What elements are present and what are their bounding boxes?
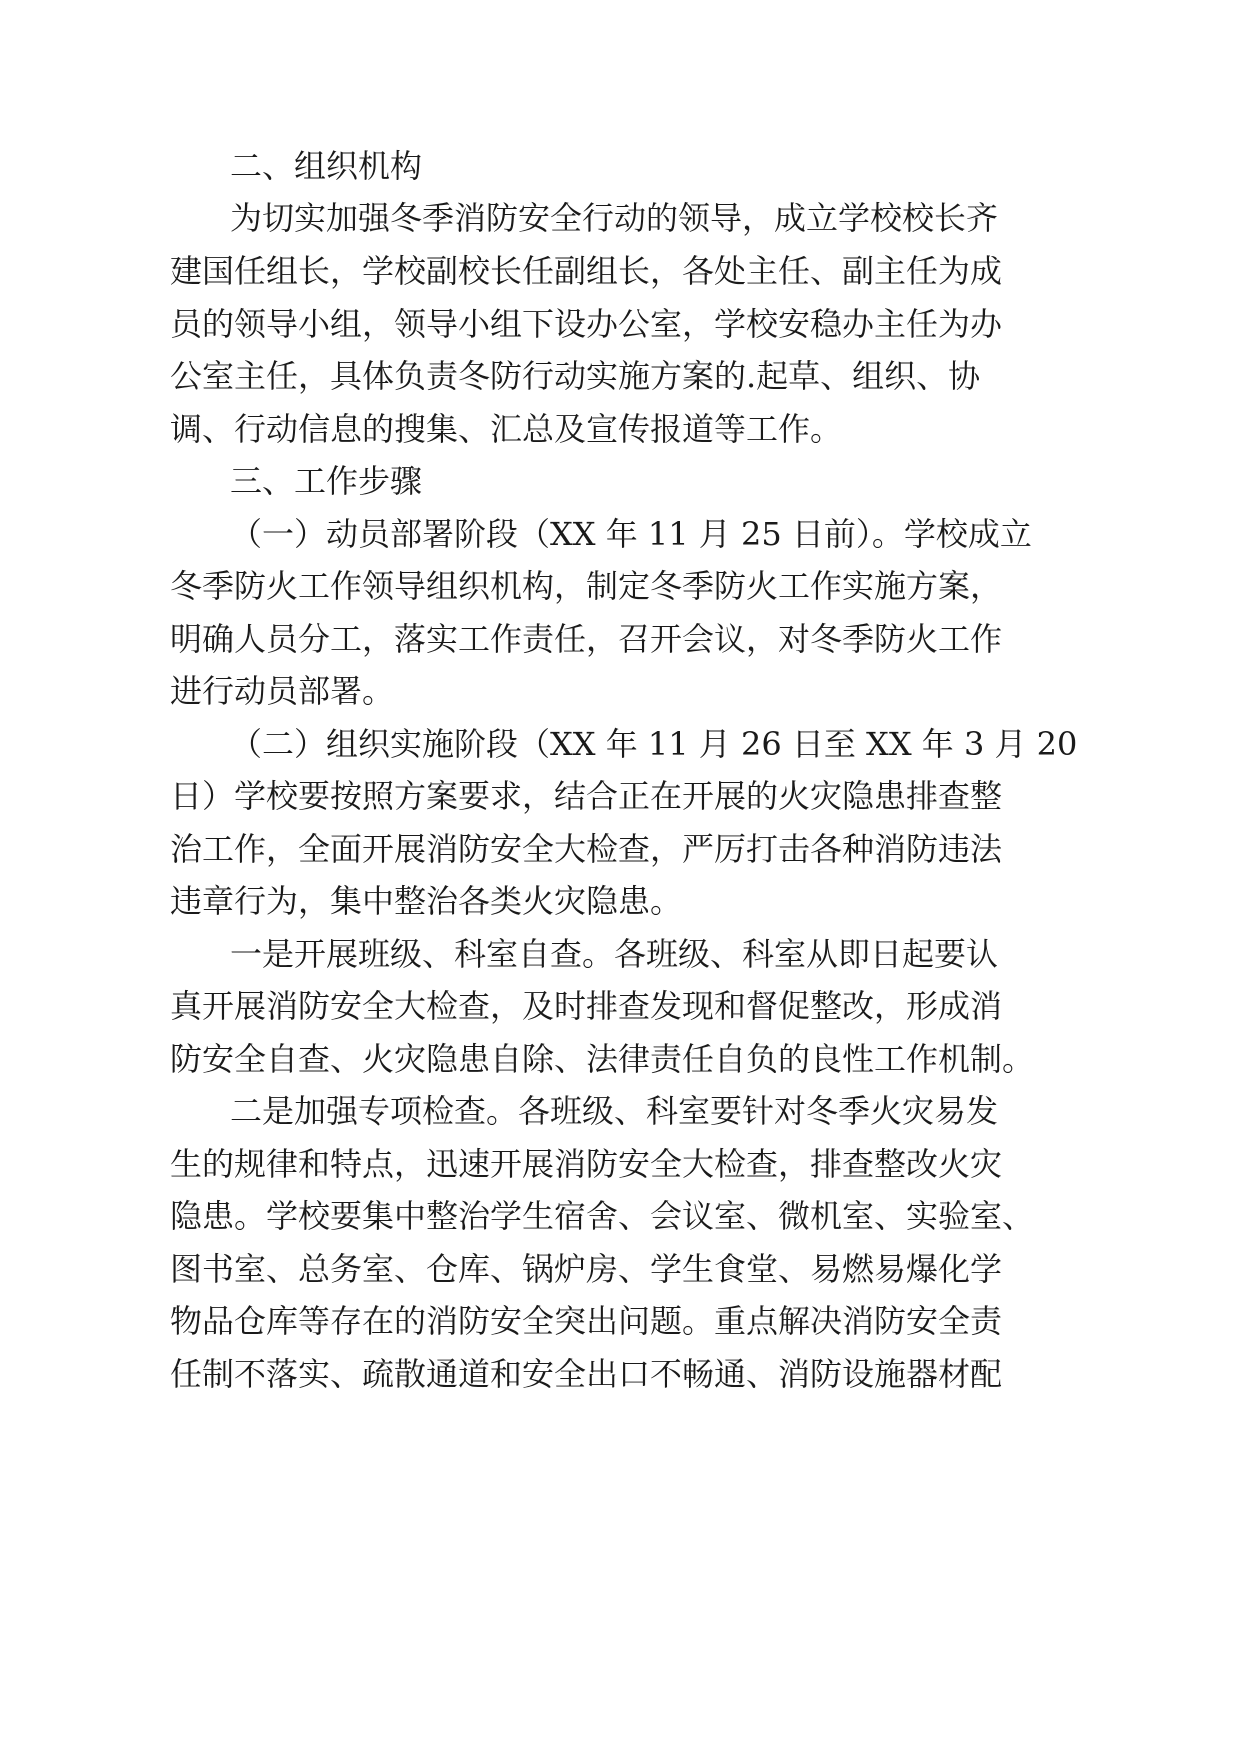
paragraph-line: 一是开展班级、科室自查。各班级、科室从即日起要认 xyxy=(230,935,999,973)
paragraph-line: 建国任组长，学校副校长任副组长，各处主任、副主任为成 xyxy=(170,252,1003,290)
paragraph-line: 真开展消防安全大检查，及时排查发现和督促整改，形成消 xyxy=(170,987,1003,1025)
section-heading-2: 二、组织机构 xyxy=(230,147,423,185)
paragraph-line: 冬季防火工作领导组织机构，制定冬季防火工作实施方案， xyxy=(170,567,1003,605)
paragraph-line: （二）组织实施阶段（XX 年 11 月 26 日至 XX 年 3 月 20 xyxy=(230,725,1078,763)
section-heading-3: 三、工作步骤 xyxy=(230,462,423,500)
paragraph-line: 任制不落实、疏散通道和安全出口不畅通、消防设施器材配 xyxy=(170,1355,1003,1393)
paragraph-line: 二是加强专项检查。各班级、科室要针对冬季火灾易发 xyxy=(230,1092,999,1130)
paragraph-line: 调、行动信息的搜集、汇总及宣传报道等工作。 xyxy=(170,410,843,448)
paragraph-line: 生的规律和特点，迅速开展消防安全大检查，排查整改火灾 xyxy=(170,1145,1003,1183)
paragraph-line: 治工作，全面开展消防安全大检查，严厉打击各种消防违法 xyxy=(170,830,1003,868)
paragraph-line: 员的领导小组，领导小组下设办公室，学校安稳办主任为办 xyxy=(170,305,1003,343)
paragraph-line: 违章行为，集中整治各类火灾隐患。 xyxy=(170,882,683,920)
paragraph-line: 明确人员分工，落实工作责任，召开会议，对冬季防火工作 xyxy=(170,620,1003,658)
paragraph-line: （一）动员部署阶段（XX 年 11 月 25 日前）。学校成立 xyxy=(230,515,1032,553)
paragraph-line: 进行动员部署。 xyxy=(170,672,395,710)
paragraph-line: 防安全自查、火灾隐患自除、法律责任自负的良性工作机制。 xyxy=(170,1040,1035,1078)
paragraph-line: 公室主任，具体负责冬防行动实施方案的.起草、组织、协 xyxy=(170,357,981,395)
paragraph-line: 日）学校要按照方案要求，结合正在开展的火灾隐患排查整 xyxy=(170,777,1003,815)
paragraph-line: 图书室、总务室、仓库、锅炉房、学生食堂、易燃易爆化学 xyxy=(170,1250,1003,1288)
paragraph-line: 物品仓库等存在的消防安全突出问题。重点解决消防安全责 xyxy=(170,1302,1003,1340)
paragraph-line: 隐患。学校要集中整治学生宿舍、会议室、微机室、实验室、 xyxy=(170,1197,1035,1235)
paragraph-line: 为切实加强冬季消防安全行动的领导，成立学校校长齐 xyxy=(230,199,999,237)
